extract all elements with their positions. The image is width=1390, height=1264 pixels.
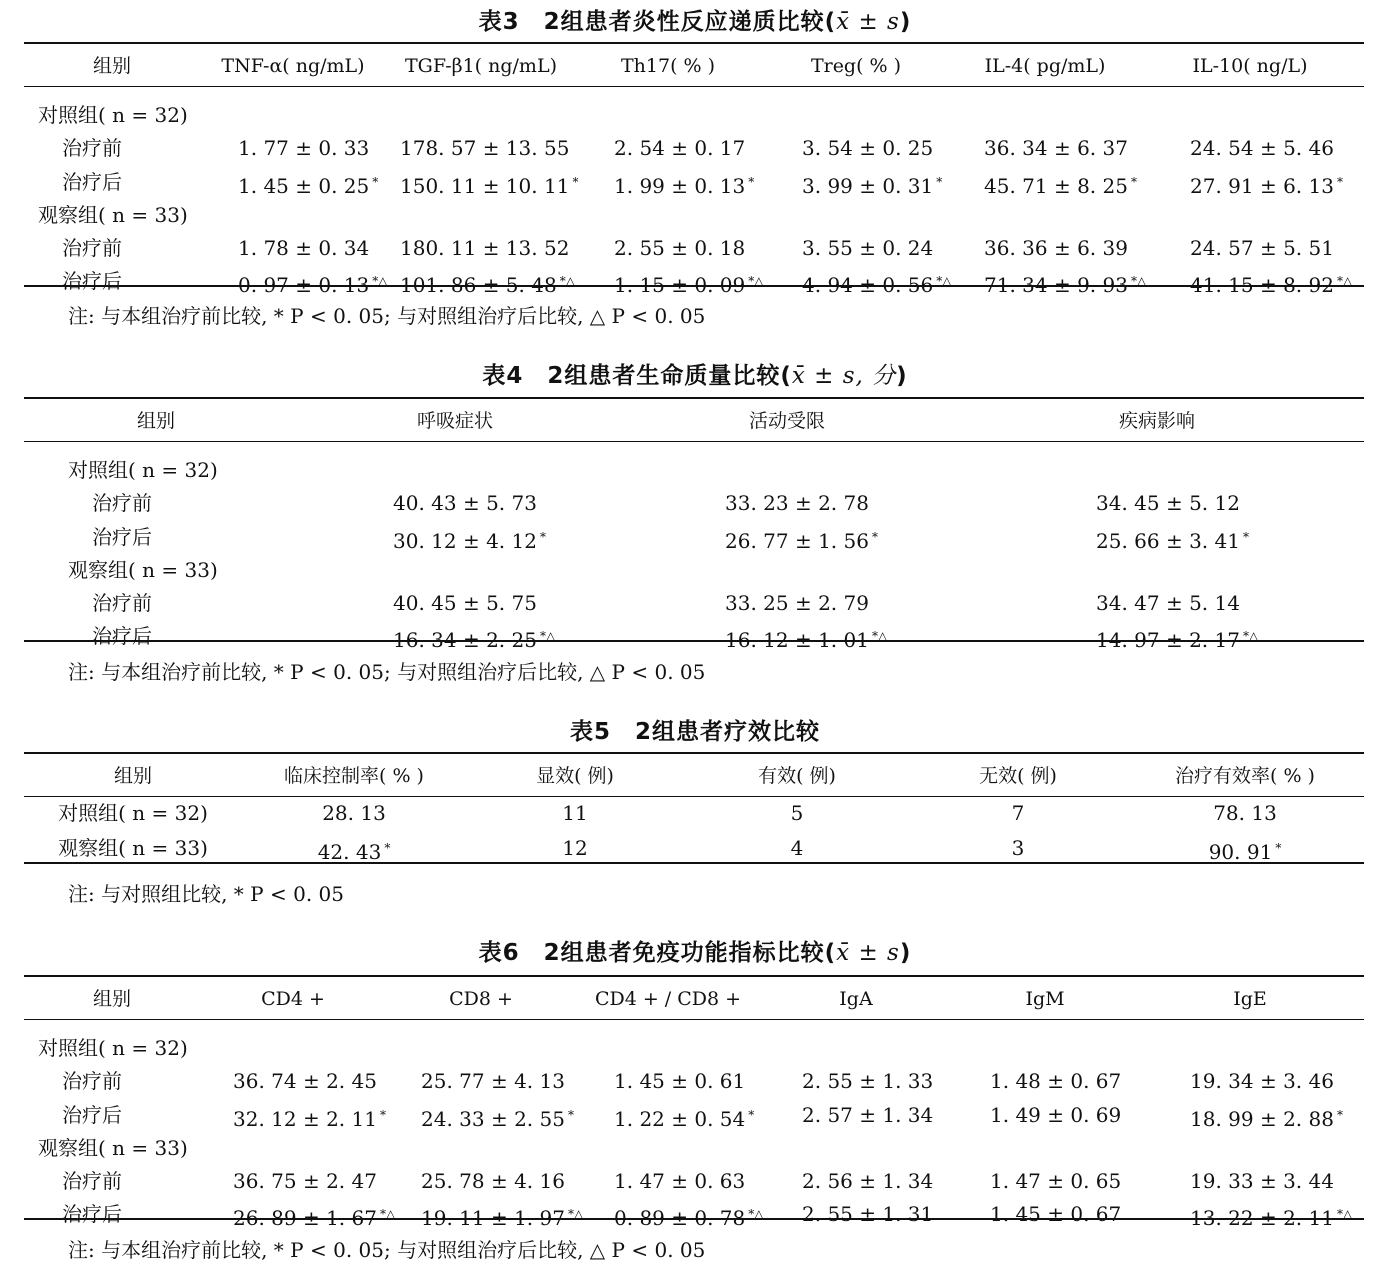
significance-marker: *△ [1242,629,1259,643]
row-label [62,236,122,260]
cell-text: 90. 91 [1208,840,1273,864]
group-label [38,1136,188,1160]
significance-marker: * [384,841,391,855]
column-header [536,764,614,788]
data-cell [400,236,569,260]
data-cell [233,1069,377,1093]
data-cell [990,1069,1121,1093]
table-3-header-rule [24,86,1364,87]
cell-text: CD4 + [261,988,325,1010]
significance-marker: *△ [379,1207,396,1221]
column-header [758,764,836,788]
data-cell [233,1202,395,1230]
cell-text: 组别 [136,410,176,432]
cell-text: 无效( 例) [979,765,1057,787]
row-label [92,525,152,549]
significance-marker: * [379,1108,386,1122]
row-label [62,269,122,293]
cell-text: 26. 77 ± 1. 56 [725,529,869,553]
cell-text: 活动受限 [748,410,826,432]
cell-text: 1. 45 ± 0. 25 [238,174,370,198]
column-header [811,54,901,78]
column-header [93,54,131,78]
table-5-bottom-rule [24,862,1364,864]
cell-text: 32. 12 ± 2. 11 [233,1107,377,1131]
data-cell [614,236,745,260]
cell-text: 观察组( n = 33) [38,1136,188,1160]
cell-text: 11 [562,801,588,825]
row-label [62,1169,122,1193]
cell-text: 治疗前 [62,236,122,260]
data-cell [984,269,1146,297]
column-header [621,54,715,78]
column-header [93,987,131,1011]
data-cell [1190,136,1334,160]
data-cell [421,1069,565,1093]
significance-marker: *△ [559,274,575,288]
cell-text: 1. 49 ± 0. 69 [990,1103,1122,1127]
table-3-title-text: 表3 2组患者炎性反应递质比较 [478,9,825,35]
data-cell [322,801,386,825]
cell-text: 3. 54 ± 0. 25 [802,136,934,160]
data-cell [238,236,369,260]
column-header [1025,987,1064,1011]
cell-text: 36. 75 ± 2. 47 [233,1169,377,1193]
significance-marker: * [572,175,579,189]
cell-text: 2. 55 ± 0. 18 [614,236,746,260]
cell-text: 16. 12 ± 1. 01 [725,628,869,652]
cell-text: 1. 22 ± 0. 54 [614,1107,746,1131]
cell-text: IL-4( pg/mL) [984,55,1106,77]
significance-marker: *△ [372,274,388,288]
cell-text: IgM [1025,988,1065,1010]
table-3-title: 表3 2组患者炎性反应递质比较(x̄ ± s) [478,9,912,35]
data-cell [614,1202,763,1230]
data-cell [725,591,869,615]
data-cell [1190,1202,1352,1230]
cell-text: 治疗前 [62,1169,122,1193]
cell-text: 2. 56 ± 1. 34 [802,1169,934,1193]
cell-text: 42. 43 [317,840,382,864]
cell-text: 33. 25 ± 2. 79 [725,591,869,615]
cell-text: 78. 13 [1213,801,1277,825]
column-header [749,409,825,433]
data-cell [990,1103,1121,1127]
cell-text: 治疗有效率( % ) [1175,765,1315,787]
cell-text: 治疗前 [92,491,152,515]
cell-text: 36. 34 ± 6. 37 [984,136,1128,160]
column-header [114,764,152,788]
cell-text: 观察组( n = 33) [68,558,218,582]
cell-text: 疾病影响 [1118,410,1196,432]
data-cell [614,269,763,297]
table-6-header-rule [24,1019,1364,1020]
data-cell [1096,491,1240,515]
table-4-title-text: 表4 2组患者生命质量比较 [482,363,781,389]
cell-text: 4. 94 ± 0. 56 [802,273,934,297]
cell-text: 呼吸症状 [416,410,494,432]
significance-marker: * [871,530,878,544]
cell-text: 0. 89 ± 0. 78 [614,1206,746,1230]
cell-text: Th17( % ) [620,55,716,77]
group-label [68,458,218,482]
row-label [92,591,152,615]
data-cell [393,491,537,515]
cell-text: 1. 77 ± 0. 33 [238,136,370,160]
data-cell [802,136,933,160]
cell-text: 有效( 例) [758,765,836,787]
data-cell [233,1103,386,1131]
cell-text: 36. 74 ± 2. 45 [233,1069,377,1093]
cell-text: 18. 99 ± 2. 88 [1190,1107,1334,1131]
data-cell [421,1169,565,1193]
data-cell [990,1169,1121,1193]
column-header [1192,54,1307,78]
table-6-top-rule [24,975,1364,977]
column-header [979,764,1057,788]
data-cell [393,591,537,615]
cell-text: 30. 12 ± 4. 12 [393,529,537,553]
cell-text: 26. 89 ± 1. 67 [233,1206,377,1230]
cell-text: 1. 99 ± 0. 13 [614,174,746,198]
data-cell [725,491,869,515]
table-4-title-stat: x̄ ± s, 分 [791,363,897,389]
row-label [62,170,122,194]
significance-marker: * [567,1108,574,1122]
table-3-note: 注: 与本组治疗前比较, * P < 0. 05; 与对照组治疗后比较, △ P < 0. 05 [68,304,706,328]
significance-marker: * [936,175,943,189]
cell-text: 34. 47 ± 5. 14 [1096,591,1240,615]
cell-text: 2. 55 ± 1. 31 [802,1202,934,1226]
data-cell [238,269,387,297]
data-cell [614,1103,754,1131]
table-4-note: 注: 与本组治疗前比较, * P < 0. 05; 与对照组治疗后比较, △ P < 0. 05 [68,660,706,684]
cell-text: 观察组( n = 33) [58,836,208,860]
significance-marker: *△ [1336,274,1353,288]
data-cell [1190,1169,1334,1193]
data-cell [802,1103,933,1127]
cell-text: 24. 57 ± 5. 51 [1190,236,1334,260]
data-cell [614,1069,745,1093]
column-header [221,54,364,78]
cell-text: 25. 78 ± 4. 16 [421,1169,565,1193]
group-label [38,103,188,127]
data-cell [791,836,804,860]
cell-text: 对照组( n = 32) [58,801,208,825]
cell-text: 2. 54 ± 0. 17 [614,136,746,160]
data-cell [614,136,745,160]
row-label [62,1103,122,1127]
cell-text: CD4 + / CD8 + [594,988,742,1010]
data-cell [725,624,887,652]
cell-text: 组别 [113,765,153,787]
data-cell [400,170,578,198]
data-cell [421,1103,574,1131]
cell-text: 显效( 例) [536,765,614,787]
column-header [595,987,741,1011]
cell-text: 36. 36 ± 6. 39 [984,236,1128,260]
cell-text: 1. 15 ± 0. 09 [614,273,746,297]
cell-text: 24. 33 ± 2. 55 [421,1107,565,1131]
table-4-title: 表4 2组患者生命质量比较(x̄ ± s, 分) [482,363,908,389]
data-cell [802,1202,933,1226]
data-cell [1012,836,1025,860]
column-header [405,54,557,78]
data-cell [393,624,555,652]
table-6-title-text: 表6 2组患者免疫功能指标比较 [478,940,825,966]
cell-text: 0. 97 ± 0. 13 [238,273,370,297]
significance-marker: *△ [567,1207,584,1221]
data-cell [562,801,587,825]
data-cell [233,1169,377,1193]
data-cell [393,525,546,553]
cell-text: 71. 34 ± 9. 93 [984,273,1128,297]
cell-text: 治疗后 [62,170,122,194]
cell-text: 25. 66 ± 3. 41 [1096,529,1240,553]
column-header [284,764,424,788]
cell-text: 治疗前 [62,1069,122,1093]
significance-marker: * [1275,841,1282,855]
data-cell [1190,236,1334,260]
cell-text: 1. 48 ± 0. 67 [990,1069,1122,1093]
column-header [839,987,872,1011]
cell-text: 1. 47 ± 0. 65 [990,1169,1122,1193]
data-cell [400,136,569,160]
cell-text: 组别 [92,988,132,1010]
significance-marker: *△ [871,629,888,643]
significance-marker: * [1336,1108,1343,1122]
data-cell [802,170,942,198]
data-cell [1190,170,1343,198]
group-label [38,1036,188,1060]
significance-marker: * [1130,175,1137,189]
data-cell [802,236,933,260]
data-cell [421,1202,583,1230]
cell-text: 41. 15 ± 8. 92 [1190,273,1334,297]
row-label [62,1202,122,1226]
row-label [58,801,208,825]
data-cell [791,801,804,825]
cell-text: 3. 55 ± 0. 24 [802,236,934,260]
cell-text: 25. 77 ± 4. 13 [421,1069,565,1093]
table-4-top-rule [24,397,1364,399]
significance-marker: *△ [1130,274,1147,288]
cell-text: 1. 45 ± 0. 67 [990,1202,1122,1226]
cell-text: IgA [839,988,873,1010]
significance-marker: * [539,530,546,544]
cell-text: 1. 78 ± 0. 34 [238,236,370,260]
significance-marker: * [1336,175,1343,189]
cell-text: 组别 [92,55,132,77]
cell-text: IL-10( ng/L) [1192,55,1308,77]
cell-text: 19. 34 ± 3. 46 [1190,1069,1334,1093]
cell-text: 治疗后 [62,269,122,293]
cell-text: 27. 91 ± 6. 13 [1190,174,1334,198]
column-header [137,409,175,433]
significance-marker: *△ [748,1207,764,1221]
cell-text: 2. 55 ± 1. 33 [802,1069,934,1093]
cell-text: 180. 11 ± 13. 52 [400,236,570,260]
significance-marker: *△ [748,274,764,288]
row-label [58,836,208,860]
data-cell [802,1069,933,1093]
table-5-header-rule [24,796,1364,797]
row-label [62,1069,122,1093]
cell-text: 33. 23 ± 2. 78 [725,491,869,515]
significance-marker: * [748,1108,755,1122]
column-header [261,987,325,1011]
cell-text: 5 [790,801,804,825]
cell-text: 40. 43 ± 5. 73 [393,491,537,515]
table-6-title-stat: x̄ ± s [836,940,900,966]
data-cell [984,170,1137,198]
data-cell [1096,591,1240,615]
cell-text: 101. 86 ± 5. 48 [400,273,557,297]
data-cell [984,236,1128,260]
cell-text: 1. 45 ± 0. 61 [614,1069,746,1093]
cell-text: 3 [1011,836,1025,860]
data-cell [725,525,878,553]
table-6-note: 注: 与本组治疗前比较, * P < 0. 05; 与对照组治疗后比较, △ P < 0. 05 [68,1238,706,1262]
cell-text: 40. 45 ± 5. 75 [393,591,537,615]
cell-text: 3. 99 ± 0. 31 [802,174,934,198]
data-cell [1209,836,1282,864]
data-cell [984,136,1128,160]
data-cell [1096,525,1249,553]
table-5-title [0,713,1390,746]
cell-text: 观察组( n = 33) [38,203,188,227]
cell-text: 19. 33 ± 3. 44 [1190,1169,1334,1193]
column-header [449,987,513,1011]
column-header [1119,409,1195,433]
table-3-top-rule [24,42,1364,44]
cell-text: 治疗前 [62,136,122,160]
cell-text: CD8 + [449,988,513,1010]
table-5-top-rule [24,752,1364,754]
cell-text: 13. 22 ± 2. 11 [1190,1206,1334,1230]
cell-text: 12 [562,836,588,860]
table-5-note: 注: 与对照组比较, * P < 0. 05 [68,882,344,906]
column-header [1175,764,1315,788]
data-cell [1096,624,1258,652]
cell-text: 4 [790,836,804,860]
cell-text: 178. 57 ± 13. 55 [400,136,570,160]
significance-marker: * [1242,530,1249,544]
cell-text: 临床控制率( % ) [284,765,424,787]
table-6-title: 表6 2组患者免疫功能指标比较(x̄ ± s) [478,940,912,966]
cell-text: 治疗后 [62,1103,122,1127]
data-cell [802,1169,933,1193]
column-header [417,409,493,433]
cell-text: TNF-α( ng/mL) [221,55,365,77]
data-cell [562,836,587,860]
significance-marker: *△ [1336,1207,1353,1221]
data-cell [318,836,391,864]
data-cell [1190,1069,1334,1093]
column-header [985,54,1106,78]
row-label [92,624,152,648]
cell-text: 治疗后 [62,1202,122,1226]
data-cell [990,1202,1121,1226]
group-label [38,203,188,227]
cell-text: 治疗前 [92,591,152,615]
cell-text: 150. 11 ± 10. 11 [400,174,570,198]
cell-text: 19. 11 ± 1. 97 [421,1206,565,1230]
significance-marker: *△ [539,629,556,643]
data-cell [614,1169,745,1193]
cell-text: 1. 47 ± 0. 63 [614,1169,746,1193]
table-3-title-stat: x̄ ± s [836,9,900,35]
column-header [1233,987,1267,1011]
data-cell [1213,801,1277,825]
cell-text: 对照组( n = 32) [38,1036,188,1060]
cell-text: 治疗后 [92,525,152,549]
data-cell [238,136,369,160]
cell-text: 对照组( n = 32) [38,103,188,127]
row-label [92,491,152,515]
table-5-title-text: 表5 2组患者疗效比较 [569,719,820,745]
cell-text: 7 [1011,801,1025,825]
cell-text: Treg( % ) [810,55,902,77]
data-cell [1012,801,1025,825]
data-cell [1190,1103,1343,1131]
significance-marker: *△ [936,274,952,288]
cell-text: 34. 45 ± 5. 12 [1096,491,1240,515]
cell-text: 28. 13 [322,801,386,825]
cell-text: 治疗后 [92,624,152,648]
data-cell [1190,269,1352,297]
row-label [62,136,122,160]
table-4-header-rule [24,441,1364,442]
cell-text: 24. 54 ± 5. 46 [1190,136,1334,160]
cell-text: 14. 97 ± 2. 17 [1096,628,1240,652]
data-cell [238,170,378,198]
significance-marker: * [372,175,379,189]
data-cell [802,269,951,297]
group-label [68,558,218,582]
data-cell [614,170,754,198]
cell-text: IgE [1233,988,1267,1010]
cell-text: 45. 71 ± 8. 25 [984,174,1128,198]
cell-text: 16. 34 ± 2. 25 [393,628,537,652]
data-cell [400,269,575,297]
significance-marker: * [748,175,755,189]
cell-text: TGF-β1( ng/mL) [405,55,557,77]
cell-text: 对照组( n = 32) [68,458,218,482]
cell-text: 2. 57 ± 1. 34 [802,1103,934,1127]
